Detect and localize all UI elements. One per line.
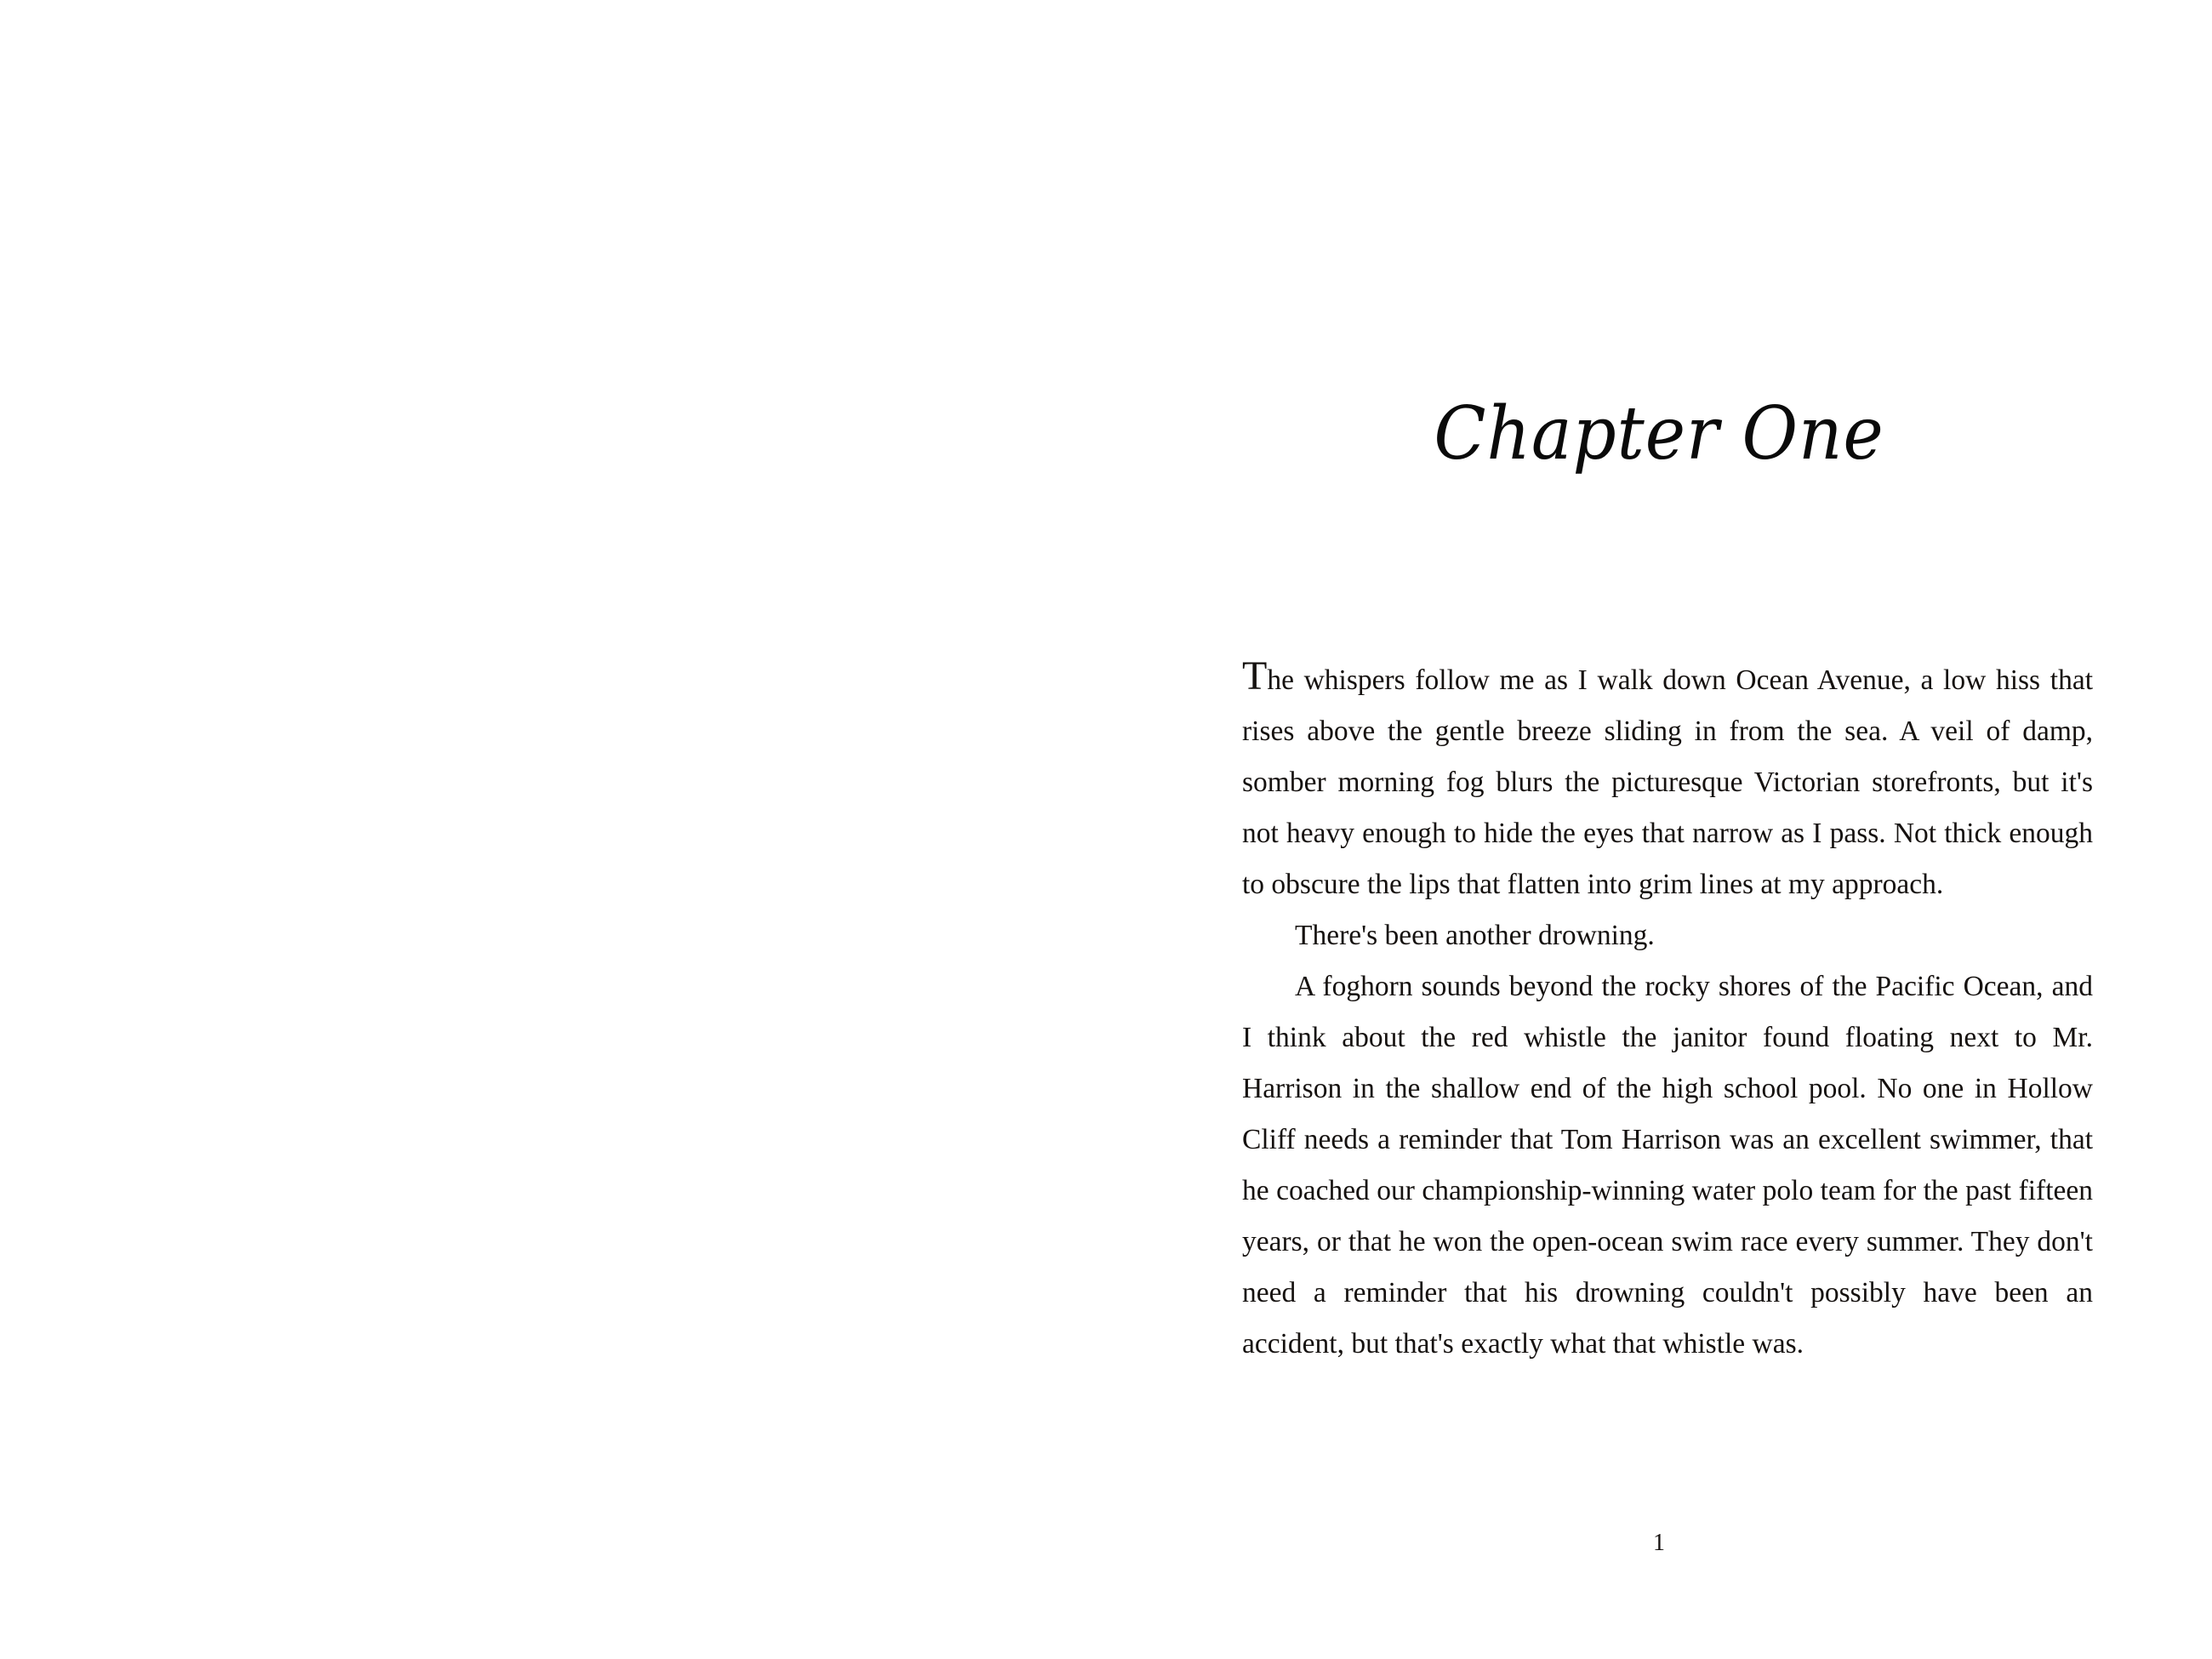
paragraph-2: There's been another drowning. xyxy=(1295,920,1655,951)
body-text-block xyxy=(1242,655,2093,1370)
paragraph-3: A foghorn sounds beyond the rocky shores of the Pacific Ocean, and I think about the red whistle the janitor found floating next to Mr. Harrison in the shallow end of the high school pool. No one in Hollow Cliff needs a reminder that Tom Harrison was an excellent swimmer, that he coached our championship-winning water polo team for the past fifteen years, or that he won the open-ocean swim race every summer. They don't need a reminder that his drowning couldn't possibly have been an accident, but that's exactly what that whistle was. xyxy=(1242,971,2093,1360)
paragraph-1: The whispers follow me as I walk down Ocean Avenue, a low hiss that rises above the gentle breeze sliding in from the sea. A veil of damp, somber morning fog blurs the picturesque Victorian storefronts, but it's not heavy enough to hide the eyes that narrow as I pass. Not thick enough to obscure the lips that flatten into grim lines at my approach. xyxy=(1242,653,2093,900)
page-right-chapter-one xyxy=(1106,0,2212,1659)
page-number: 1 xyxy=(1653,1530,1665,1556)
chapter-title: Chapter One xyxy=(1434,391,1884,476)
